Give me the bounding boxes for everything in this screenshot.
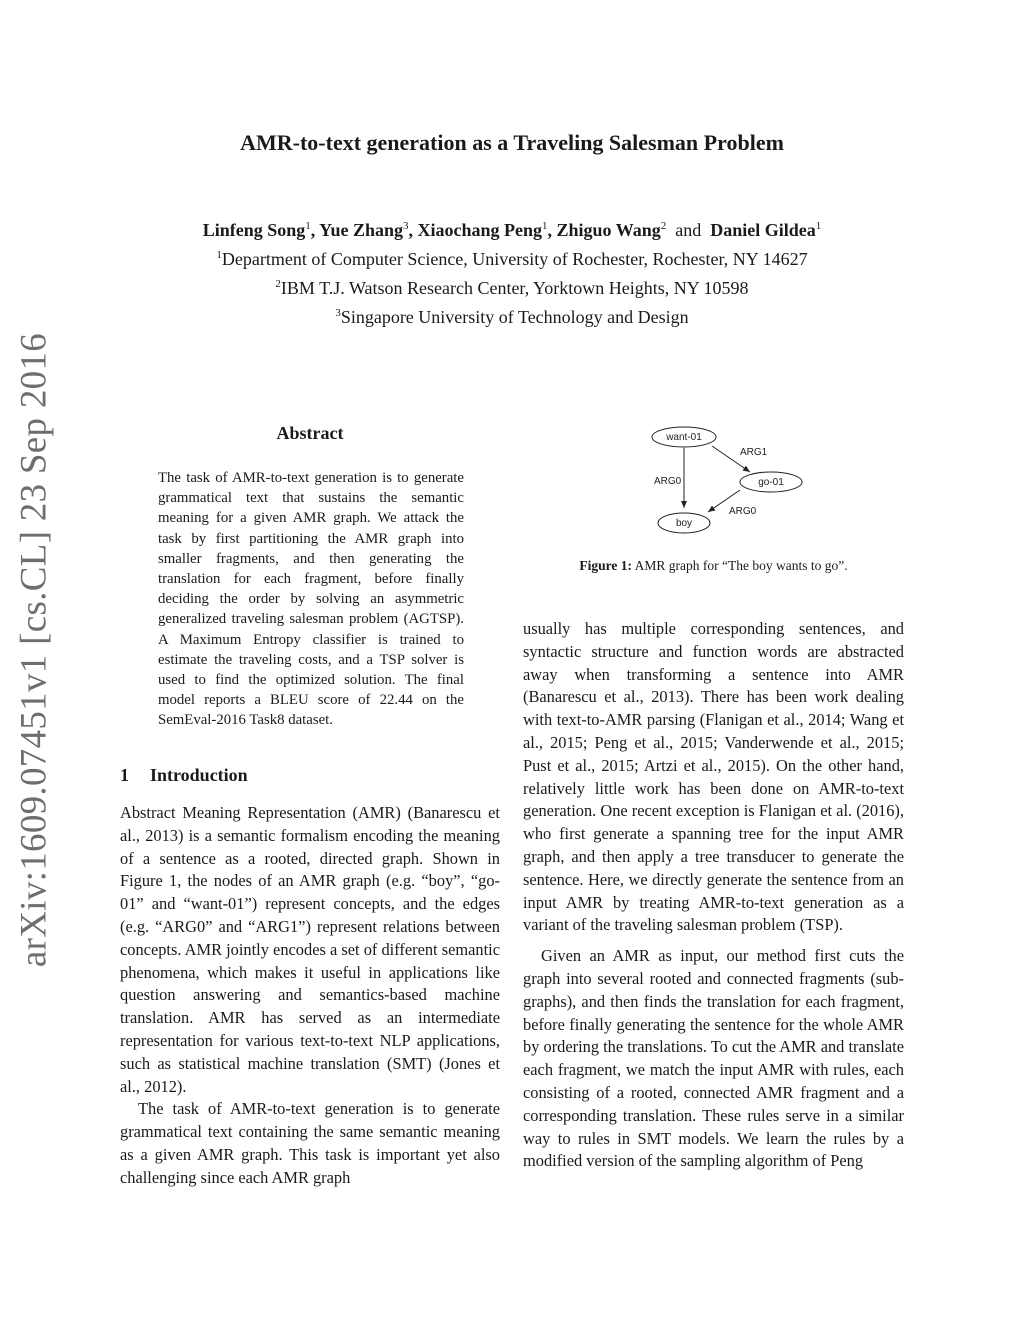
amr-graph-figure (640, 420, 810, 540)
section-number: 1 (120, 765, 129, 785)
arxiv-sidebar (6, 332, 62, 968)
author-name: Zhiguo Wang (556, 220, 661, 240)
body-paragraph: Given an AMR as input, our method first cuts the graph into several rooted and connected fragments (sub-graphs), and then finds the translation for each fragment, before finally generating the sentence for the whole AMR by ordering the translations. To cut the AMR and translate each fragment, we match the input AMR with rules, each consisting of a rooted, connected AMR fragment and a corresponding translation. These rules serve in a similar way to rules in SMT models. We learn the rules by a modified version of the sampling algorithm of Peng (523, 946, 904, 1171)
author-affiliation-mark: 2 (660, 220, 667, 232)
node-label-want: want-01 (666, 432, 702, 443)
affiliation-line: $^3$Singapore University of Technology and Design (335, 307, 689, 327)
author-affiliation-mark: 1 (305, 220, 311, 232)
author-affiliation-mark: 1 (815, 220, 822, 232)
author-conjunction: and (675, 220, 702, 240)
arxiv-identifier: arXiv:1609.07451v1 [cs.CL] 23 Sep 2016 (13, 332, 55, 968)
section-heading (120, 765, 248, 786)
edge-label-arg0-right: ARG0 (729, 506, 757, 517)
abstract-text: The task of AMR-to-text generation is to generate grammatical text that sustains the semantic meaning for a given AMR graph. We attack the task by first partitioning the AMR graph into smaller fragments, and then generating the translation for each fragment, before finally deciding the order by solving an asymmetric generalized traveling salesman problem (AGTSP). A Maximum Entropy classifier is trained to estimate the traveling costs, and a TSP solver is used to find the optimized solution. The final model reports a BLEU score of 22.44 on the SemEval-2016 Task8 dataset. (158, 470, 464, 729)
body-paragraph: usually has multiple corresponding sentences, and syntactic structure and function words are abstracted away when transforming a sentence into AMR (Banarescu et al., 2013). There has been work dealing with text-to-AMR parsing (Flanigan et al., 2014; Wang et al., 2015; Peng et al., 2015; Vanderwende et al., 2015; Pust et al., 2015; Artzi et al., 2015). On the other hand, relatively little work has been done on AMR-to-text generation. One recent exception is Flanigan et al. (2016), who first generate a spanning tree for the input AMR graph, and then apply a tree transducer to generate the sentence. Here, we directly generate the sentence from an input AMR by treating AMR-to-text generation as a variant of the traveling salesman problem (TSP). (523, 619, 904, 935)
author-name: Yue Zhang (319, 220, 403, 240)
author-block (0, 214, 1024, 330)
affiliation-line: $^1$Department of Computer Science, University of Rochester, Rochester, NY 14627 (216, 249, 808, 269)
edge-label-arg1: ARG1 (740, 447, 768, 458)
author-affiliation-mark: 3 (403, 220, 409, 232)
figure-caption-label: Figure 1: (579, 558, 632, 573)
affiliation-line: $^2$IBM T.J. Watson Research Center, Yorktown Heights, NY 10598 (275, 278, 749, 298)
author-name: Linfeng Song (202, 220, 306, 240)
node-label-go: go-01 (758, 477, 784, 488)
body-paragraph: The task of AMR-to-text generation is to generate grammatical text containing the same semantic meaning as a given AMR graph. This task is important yet also challenging since each AMR graph (120, 1099, 500, 1187)
figure-caption (523, 558, 904, 574)
author-name: Xiaochang Peng (417, 220, 543, 240)
paper-title: AMR-to-text generation as a Traveling Salesman Problem (240, 130, 784, 155)
abstract-heading: Abstract (276, 423, 344, 443)
author-affiliation-mark: 1 (542, 220, 548, 232)
right-column (523, 618, 904, 1173)
node-label-boy: boy (675, 518, 693, 529)
author-names: Linfeng Song$^1$, Yue Zhang$^3$, Xiaochang Peng$^1$, Zhiguo Wang$^2$ and Daniel Gildea$^1$ (202, 220, 822, 240)
figure-caption-text: AMR graph for “The boy wants to go”. (634, 558, 848, 573)
body-paragraph: Abstract Meaning Representation (AMR) (Banarescu et al., 2013) is a semantic formalism encoding the meaning of a sentence as a rooted, directed graph. Shown in Figure 1, the nodes of an AMR graph (e.g. “boy”, “go-01” and “want-01”) represent concepts, and the edges (e.g. “ARG0” and “ARG1”) represent relations between concepts. AMR jointly encodes a set of different semantic phenomena, which makes it useful in applications like question answering and semantics-based machine translation. AMR has served as an intermediate representation for various text-to-text NLP applications, such as statistical machine translation (SMT) (Jones et al., 2012). (120, 803, 500, 1096)
author-name: Daniel Gildea (710, 220, 816, 240)
edge-label-arg0-left: ARG0 (654, 476, 682, 487)
left-column (120, 802, 500, 1190)
section-title: Introduction (150, 765, 248, 785)
